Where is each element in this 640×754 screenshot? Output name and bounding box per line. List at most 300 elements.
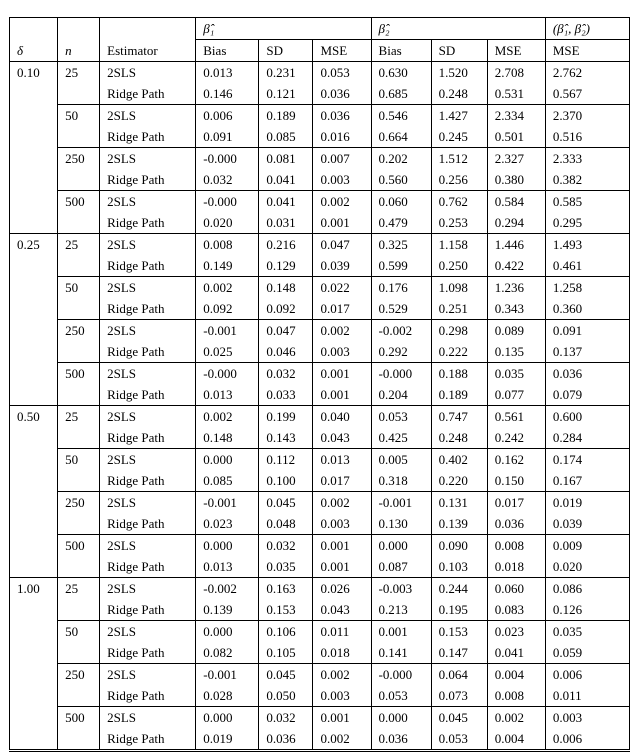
value-cell: 0.045 — [431, 707, 487, 729]
value-cell: 2.370 — [545, 105, 629, 127]
value-cell: 0.380 — [487, 169, 545, 191]
value-cell: 0.039 — [313, 255, 371, 277]
table-body — [10, 62, 630, 751]
value-cell: 0.045 — [259, 492, 313, 514]
value-cell: 0.002 — [313, 728, 371, 751]
value-cell: 0.004 — [487, 728, 545, 751]
value-cell: 0.131 — [431, 492, 487, 514]
value-cell: 0.143 — [259, 427, 313, 449]
value-cell: 0.035 — [259, 556, 313, 578]
value-cell: 0.531 — [487, 83, 545, 105]
value-cell: 0.231 — [259, 62, 313, 84]
value-cell: 0.013 — [313, 449, 371, 471]
beta1-group-header: β̂₁ — [196, 18, 371, 40]
n-cell: 250 — [58, 664, 100, 707]
value-cell: 0.060 — [371, 191, 431, 213]
beta2-sd-header: SD — [431, 40, 487, 62]
table-row — [10, 492, 630, 514]
table-row — [10, 298, 630, 320]
value-cell: 2.762 — [545, 62, 629, 84]
value-cell: 0.050 — [259, 685, 313, 707]
value-cell: 0.026 — [313, 578, 371, 600]
value-cell: 0.002 — [313, 191, 371, 213]
value-cell: 0.041 — [259, 191, 313, 213]
value-cell: 0.167 — [545, 470, 629, 492]
n-cell: 25 — [58, 62, 100, 105]
n-cell: 500 — [58, 363, 100, 406]
delta-cell: 1.00 — [10, 578, 58, 751]
value-cell: 0.153 — [259, 599, 313, 621]
value-cell: 1.427 — [431, 105, 487, 127]
table-row — [10, 341, 630, 363]
table-row — [10, 83, 630, 105]
value-cell: -0.000 — [196, 191, 259, 213]
value-cell: 0.001 — [313, 212, 371, 234]
value-cell: 0.032 — [259, 707, 313, 729]
value-cell: 0.216 — [259, 234, 313, 256]
value-cell: 2.327 — [487, 148, 545, 170]
value-cell: 0.150 — [487, 470, 545, 492]
delta-header: δ — [10, 18, 58, 62]
value-cell: 0.002 — [313, 664, 371, 686]
estimator-cell: Ridge Path — [100, 513, 196, 535]
value-cell: 0.083 — [487, 599, 545, 621]
value-cell: 0.147 — [431, 642, 487, 664]
table-row — [10, 148, 630, 170]
value-cell: -0.002 — [371, 320, 431, 342]
value-cell: 1.493 — [545, 234, 629, 256]
value-cell: 0.011 — [545, 685, 629, 707]
value-cell: 0.003 — [313, 685, 371, 707]
value-cell: 0.130 — [371, 513, 431, 535]
value-cell: 0.017 — [313, 298, 371, 320]
estimator-cell: Ridge Path — [100, 685, 196, 707]
value-cell: 0.036 — [545, 363, 629, 385]
value-cell: 0.002 — [487, 707, 545, 729]
value-cell: 0.244 — [431, 578, 487, 600]
estimator-header: Estimator — [100, 18, 196, 62]
estimator-cell: 2SLS — [100, 406, 196, 428]
table-row — [10, 126, 630, 148]
value-cell: 1.258 — [545, 277, 629, 299]
value-cell: 0.035 — [487, 363, 545, 385]
value-cell: 0.035 — [545, 621, 629, 643]
table-row — [10, 449, 630, 471]
beta1-mse-header: MSE — [313, 40, 371, 62]
value-cell: 0.461 — [545, 255, 629, 277]
value-cell: 0.020 — [545, 556, 629, 578]
estimator-cell: 2SLS — [100, 277, 196, 299]
value-cell: 0.630 — [371, 62, 431, 84]
value-cell: -0.000 — [196, 363, 259, 385]
value-cell: 0.382 — [545, 169, 629, 191]
value-cell: 0.425 — [371, 427, 431, 449]
value-cell: 0.007 — [313, 148, 371, 170]
n-cell: 500 — [58, 707, 100, 751]
value-cell: 0.036 — [313, 83, 371, 105]
value-cell: 0.250 — [431, 255, 487, 277]
value-cell: 0.041 — [259, 169, 313, 191]
value-cell: 0.091 — [196, 126, 259, 148]
value-cell: 0.011 — [313, 621, 371, 643]
estimator-cell: Ridge Path — [100, 599, 196, 621]
value-cell: 0.004 — [487, 664, 545, 686]
value-cell: 0.685 — [371, 83, 431, 105]
n-cell: 50 — [58, 621, 100, 664]
value-cell: 0.546 — [371, 105, 431, 127]
value-cell: 0.060 — [487, 578, 545, 600]
value-cell: 0.360 — [545, 298, 629, 320]
value-cell: 0.013 — [196, 384, 259, 406]
table-row — [10, 470, 630, 492]
estimator-cell: 2SLS — [100, 363, 196, 385]
value-cell: 0.053 — [371, 685, 431, 707]
value-cell: 0.195 — [431, 599, 487, 621]
value-cell: 0.003 — [545, 707, 629, 729]
value-cell: -0.001 — [196, 320, 259, 342]
estimator-cell: Ridge Path — [100, 126, 196, 148]
value-cell: 0.137 — [545, 341, 629, 363]
value-cell: 0.047 — [313, 234, 371, 256]
estimator-cell: Ridge Path — [100, 728, 196, 751]
estimator-cell: 2SLS — [100, 449, 196, 471]
value-cell: 0.006 — [545, 728, 629, 751]
table-row — [10, 212, 630, 234]
value-cell: 0.000 — [196, 535, 259, 557]
value-cell: 0.199 — [259, 406, 313, 428]
value-cell: 0.295 — [545, 212, 629, 234]
value-cell: 0.013 — [196, 556, 259, 578]
table-row — [10, 277, 630, 299]
value-cell: 0.017 — [313, 470, 371, 492]
value-cell: 0.002 — [313, 492, 371, 514]
value-cell: -0.001 — [196, 664, 259, 686]
value-cell: 0.105 — [259, 642, 313, 664]
value-cell: 0.584 — [487, 191, 545, 213]
value-cell: 0.762 — [431, 191, 487, 213]
value-cell: 0.188 — [431, 363, 487, 385]
beta1-sd-header: SD — [259, 40, 313, 62]
table-row — [10, 169, 630, 191]
estimator-cell: Ridge Path — [100, 169, 196, 191]
value-cell: 0.664 — [371, 126, 431, 148]
value-cell: 0.032 — [259, 535, 313, 557]
n-cell: 25 — [58, 406, 100, 449]
value-cell: 0.567 — [545, 83, 629, 105]
value-cell: 0.028 — [196, 685, 259, 707]
n-cell: 250 — [58, 492, 100, 535]
value-cell: 0.081 — [259, 148, 313, 170]
value-cell: 0.343 — [487, 298, 545, 320]
value-cell: 0.086 — [545, 578, 629, 600]
value-cell: 0.023 — [196, 513, 259, 535]
table-row — [10, 556, 630, 578]
value-cell: 1.520 — [431, 62, 487, 84]
value-cell: 0.204 — [371, 384, 431, 406]
estimator-cell: Ridge Path — [100, 83, 196, 105]
value-cell: 1.236 — [487, 277, 545, 299]
value-cell: 1.512 — [431, 148, 487, 170]
value-cell: 0.047 — [259, 320, 313, 342]
n-cell: 50 — [58, 277, 100, 320]
value-cell: 0.077 — [487, 384, 545, 406]
value-cell: 0.000 — [371, 535, 431, 557]
value-cell: 0.053 — [371, 406, 431, 428]
table-head — [10, 18, 630, 62]
value-cell: 0.002 — [313, 320, 371, 342]
beta-joint-group-header: (β̂₁, β̂₂) — [545, 18, 629, 40]
value-cell: 0.103 — [431, 556, 487, 578]
value-cell: -0.000 — [196, 148, 259, 170]
estimator-cell: 2SLS — [100, 320, 196, 342]
value-cell: 0.008 — [487, 535, 545, 557]
value-cell: 0.020 — [196, 212, 259, 234]
value-cell: 0.129 — [259, 255, 313, 277]
table-row — [10, 320, 630, 342]
value-cell: 0.059 — [545, 642, 629, 664]
table-row — [10, 664, 630, 686]
table-row — [10, 642, 630, 664]
value-cell: 0.001 — [371, 621, 431, 643]
value-cell: 1.098 — [431, 277, 487, 299]
value-cell: 0.516 — [545, 126, 629, 148]
value-cell: 0.006 — [196, 105, 259, 127]
estimator-cell: 2SLS — [100, 535, 196, 557]
value-cell: 0.085 — [259, 126, 313, 148]
value-cell: 0.036 — [371, 728, 431, 751]
value-cell: 0.048 — [259, 513, 313, 535]
value-cell: 0.016 — [313, 126, 371, 148]
estimator-cell: Ridge Path — [100, 212, 196, 234]
n-cell: 500 — [58, 535, 100, 578]
value-cell: 0.292 — [371, 341, 431, 363]
value-cell: 0.256 — [431, 169, 487, 191]
beta1-bias-header: Bias — [196, 40, 259, 62]
value-cell: 0.139 — [196, 599, 259, 621]
value-cell: 0.000 — [196, 449, 259, 471]
value-cell: 0.039 — [545, 513, 629, 535]
value-cell: 0.561 — [487, 406, 545, 428]
estimator-cell: Ridge Path — [100, 556, 196, 578]
value-cell: 0.146 — [196, 83, 259, 105]
estimator-cell: 2SLS — [100, 578, 196, 600]
estimator-cell: 2SLS — [100, 62, 196, 84]
value-cell: 0.091 — [545, 320, 629, 342]
value-cell: 0.220 — [431, 470, 487, 492]
value-cell: 0.036 — [259, 728, 313, 751]
estimator-cell: 2SLS — [100, 492, 196, 514]
value-cell: 1.446 — [487, 234, 545, 256]
value-cell: 0.153 — [431, 621, 487, 643]
table-row — [10, 384, 630, 406]
value-cell: 0.162 — [487, 449, 545, 471]
value-cell: 0.003 — [313, 513, 371, 535]
value-cell: 0.189 — [259, 105, 313, 127]
value-cell: 0.600 — [545, 406, 629, 428]
estimator-cell: 2SLS — [100, 191, 196, 213]
table-row — [10, 728, 630, 751]
value-cell: 0.001 — [313, 707, 371, 729]
value-cell: 2.334 — [487, 105, 545, 127]
n-cell: 25 — [58, 234, 100, 277]
value-cell: 0.189 — [431, 384, 487, 406]
table-row — [10, 685, 630, 707]
value-cell: 0.045 — [259, 664, 313, 686]
value-cell: 0.112 — [259, 449, 313, 471]
table-row — [10, 513, 630, 535]
value-cell: 0.245 — [431, 126, 487, 148]
delta-cell: 0.50 — [10, 406, 58, 578]
value-cell: 0.529 — [371, 298, 431, 320]
delta-cell: 0.25 — [10, 234, 58, 406]
simulation-results-table — [9, 17, 630, 752]
value-cell: 0.747 — [431, 406, 487, 428]
beta-joint-mse-header: MSE — [545, 40, 629, 62]
estimator-cell: 2SLS — [100, 707, 196, 729]
value-cell: 1.158 — [431, 234, 487, 256]
value-cell: 0.040 — [313, 406, 371, 428]
beta2-group-header: β̂₂ — [371, 18, 545, 40]
value-cell: 0.009 — [545, 535, 629, 557]
value-cell: 0.000 — [196, 621, 259, 643]
n-cell: 250 — [58, 320, 100, 363]
value-cell: 0.149 — [196, 255, 259, 277]
table-row — [10, 707, 630, 729]
table-row — [10, 427, 630, 449]
value-cell: 0.006 — [545, 664, 629, 686]
value-cell: -0.003 — [371, 578, 431, 600]
value-cell: 0.000 — [196, 707, 259, 729]
value-cell: 2.333 — [545, 148, 629, 170]
value-cell: 0.479 — [371, 212, 431, 234]
header-row-groups — [10, 18, 630, 40]
value-cell: 0.079 — [545, 384, 629, 406]
value-cell: 0.022 — [313, 277, 371, 299]
value-cell: 0.017 — [487, 492, 545, 514]
beta2-mse-header: MSE — [487, 40, 545, 62]
n-cell: 50 — [58, 449, 100, 492]
estimator-cell: Ridge Path — [100, 341, 196, 363]
value-cell: 0.008 — [196, 234, 259, 256]
table-row — [10, 105, 630, 127]
table-row — [10, 578, 630, 600]
value-cell: 0.033 — [259, 384, 313, 406]
value-cell: -0.000 — [371, 363, 431, 385]
value-cell: 0.248 — [431, 83, 487, 105]
estimator-cell: 2SLS — [100, 148, 196, 170]
value-cell: 0.090 — [431, 535, 487, 557]
estimator-cell: Ridge Path — [100, 642, 196, 664]
value-cell: 0.599 — [371, 255, 431, 277]
value-cell: 0.294 — [487, 212, 545, 234]
value-cell: 0.036 — [487, 513, 545, 535]
value-cell: 0.073 — [431, 685, 487, 707]
table-row — [10, 599, 630, 621]
value-cell: 0.018 — [313, 642, 371, 664]
table-row — [10, 255, 630, 277]
table-row — [10, 363, 630, 385]
value-cell: 0.046 — [259, 341, 313, 363]
value-cell: 0.001 — [313, 363, 371, 385]
value-cell: 0.092 — [196, 298, 259, 320]
estimator-cell: 2SLS — [100, 621, 196, 643]
value-cell: 0.003 — [313, 341, 371, 363]
value-cell: 0.001 — [313, 535, 371, 557]
estimator-cell: Ridge Path — [100, 298, 196, 320]
value-cell: 0.089 — [487, 320, 545, 342]
value-cell: 0.585 — [545, 191, 629, 213]
value-cell: 0.085 — [196, 470, 259, 492]
value-cell: -0.001 — [196, 492, 259, 514]
value-cell: 0.053 — [431, 728, 487, 751]
value-cell: 0.284 — [545, 427, 629, 449]
value-cell: 0.025 — [196, 341, 259, 363]
value-cell: 0.041 — [487, 642, 545, 664]
value-cell: 0.000 — [371, 707, 431, 729]
value-cell: 0.018 — [487, 556, 545, 578]
value-cell: 0.148 — [259, 277, 313, 299]
table-row — [10, 234, 630, 256]
value-cell: 0.251 — [431, 298, 487, 320]
n-cell: 25 — [58, 578, 100, 621]
value-cell: 0.002 — [196, 406, 259, 428]
value-cell: 0.253 — [431, 212, 487, 234]
value-cell: 0.092 — [259, 298, 313, 320]
value-cell: 0.141 — [371, 642, 431, 664]
value-cell: 0.019 — [196, 728, 259, 751]
value-cell: 0.163 — [259, 578, 313, 600]
estimator-cell: Ridge Path — [100, 255, 196, 277]
value-cell: 0.213 — [371, 599, 431, 621]
value-cell: 0.298 — [431, 320, 487, 342]
value-cell: 0.126 — [545, 599, 629, 621]
value-cell: 0.087 — [371, 556, 431, 578]
table-row — [10, 191, 630, 213]
value-cell: 0.043 — [313, 599, 371, 621]
table-row — [10, 406, 630, 428]
estimator-cell: 2SLS — [100, 664, 196, 686]
value-cell: 0.001 — [313, 556, 371, 578]
value-cell: 0.036 — [313, 105, 371, 127]
value-cell: 0.139 — [431, 513, 487, 535]
value-cell: 0.043 — [313, 427, 371, 449]
value-cell: 0.053 — [313, 62, 371, 84]
value-cell: 0.019 — [545, 492, 629, 514]
value-cell: 0.176 — [371, 277, 431, 299]
value-cell: 0.100 — [259, 470, 313, 492]
value-cell: 0.202 — [371, 148, 431, 170]
value-cell: -0.001 — [371, 492, 431, 514]
value-cell: 0.064 — [431, 664, 487, 686]
value-cell: -0.000 — [371, 664, 431, 686]
value-cell: 0.422 — [487, 255, 545, 277]
value-cell: 2.708 — [487, 62, 545, 84]
value-cell: 0.023 — [487, 621, 545, 643]
value-cell: 0.318 — [371, 470, 431, 492]
value-cell: 0.325 — [371, 234, 431, 256]
value-cell: 0.242 — [487, 427, 545, 449]
n-cell: 250 — [58, 148, 100, 191]
estimator-cell: Ridge Path — [100, 427, 196, 449]
value-cell: 0.121 — [259, 83, 313, 105]
value-cell: 0.222 — [431, 341, 487, 363]
table-row — [10, 535, 630, 557]
value-cell: 0.031 — [259, 212, 313, 234]
value-cell: 0.174 — [545, 449, 629, 471]
n-cell: 500 — [58, 191, 100, 234]
estimator-cell: Ridge Path — [100, 470, 196, 492]
value-cell: 0.032 — [196, 169, 259, 191]
